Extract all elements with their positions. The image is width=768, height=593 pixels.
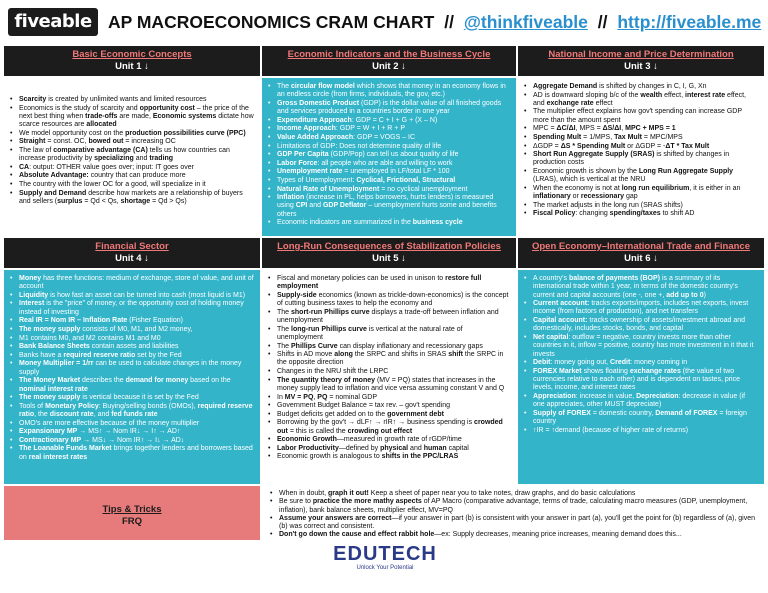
fiveable-logo[interactable]: fiveable <box>8 8 98 36</box>
list-item: • Economic indicators are summarized in the business cycle <box>268 219 510 227</box>
list-item: • Fiscal and monetary policies can be used in unison to restore full employment <box>268 275 510 292</box>
unit-1-title: Basic Economic Concepts <box>72 49 192 60</box>
unit-3-panel <box>518 78 764 236</box>
list-item: • Government Budget Balance = tax rev. – gov't spending <box>268 402 510 410</box>
unit-6-list <box>524 275 758 435</box>
unit-1-list <box>10 96 254 206</box>
website-link[interactable]: http://fiveable.me <box>617 12 762 32</box>
tips-list <box>270 490 758 540</box>
list-item: • The money supply is vertical because it is set by the Fed <box>10 394 254 402</box>
list-item: • Short Run Aggregate Supply (SRAS) is shifted by changes in production costs <box>524 151 758 168</box>
list-item: • Labor Force: all people who are able and willing to work <box>268 160 510 168</box>
unit-6-panel <box>518 270 764 484</box>
list-item: • CA: output: OTHER value goes over; input: IT goes over <box>10 164 254 172</box>
list-item: • When the economy is not at long run equilibrium, it is either in an inflationary or recessionary gap <box>524 185 758 202</box>
list-item: • Interest is the "price" of money, or the opportunity cost of holding money instead of investing <box>10 300 254 317</box>
list-item: • The quantity theory of money (MV = PQ) states that increases in the money supply lead to inflation and vice versa assuming constant V and Q <box>268 377 510 394</box>
list-item: • The circular flow model which shows that money in an economy flows in an endless circle (from firms, individuals, the gov, etc.) <box>268 83 510 100</box>
list-item: • Economic growth is shown by the Long Run Aggregate Supply (LRAS), which is vertical at the NRU <box>524 168 758 185</box>
list-item: • Shifts in AD move along the SRPC and shifts in SRAS shift the SRPC in the opposite direction <box>268 351 510 368</box>
unit-1-header <box>4 46 260 76</box>
list-item: • Aggregate Demand is shifted by changes in C, I, G, Xn <box>524 83 758 91</box>
list-item: • Inflation (increase in PL, helps borrowers, hurts lenders) is measured using CPI and GDP Deflator – unemployment hurts some and benefits others <box>268 194 510 219</box>
list-item: • Economic growth is analogous to shifts in the PPC/LRAS <box>268 453 510 461</box>
list-item: • Supply and Demand describe how markets are a relationship of buyers and sellers (surplus = Qd < Qs, shortage = Qd > Qs) <box>10 190 254 207</box>
list-item: • ΔGDP = ΔS * Spending Mult or ΔGDP = -ΔT * Tax Mult <box>524 143 758 151</box>
list-item: • Debit: money going out, Credit: money coming in <box>524 359 758 367</box>
list-item: • The market adjusts in the long run (SRAS shifts) <box>524 202 758 210</box>
list-item: • Gross Domestic Product (GDP) is the dollar value of all finished goods and services produced in a countries border in one year <box>268 100 510 117</box>
list-item: • We model opportunity cost on the production possibilities curve (PPC) <box>10 130 254 138</box>
list-item: • When in doubt, graph it out! Keep a sheet of paper near you to take notes, draw graphs, and do basic calculations <box>270 490 758 498</box>
list-item: • Expenditure Approach: GDP = C + I + G + (X – N) <box>268 117 510 125</box>
unit-2-header <box>262 46 516 76</box>
list-item: • FOREX Market shows floating exchange rates (the value of two currencies relative to each other) and is dependent on tastes, price levels, income, and interest rates <box>524 368 758 393</box>
list-item: • Appreciation: increase in value, Depreciation: decrease in value (if one appreciates, other MUST depreciate) <box>524 393 758 410</box>
list-item: • MPC = ΔC/ΔI, MPS = ΔS/ΔI, MPC + MPS = 1 <box>524 125 758 133</box>
unit-3-title: National Income and Price Determination <box>548 49 734 60</box>
list-item: • Supply of FOREX = domestic country, Demand of FOREX = foreign country <box>524 410 758 427</box>
list-item: • Assume your answers are correct—if your answer in part (b) is consistent with your answer in part (a), you'll get the point for (b) regardless of (a), given (b) was correct and consistent. <box>270 515 758 532</box>
unit-5-panel <box>262 270 516 484</box>
list-item: • GDP Per Capita (GDP/Pop) can tell us about quality of life <box>268 151 510 159</box>
list-item: • Supply-side economics (known as trickle-down-economics) is the concept of cutting business taxes to help the economy and <box>268 292 510 309</box>
list-item: • Economic Growth—measured in growth rate of rGDP/time <box>268 436 510 444</box>
unit-6-header <box>518 238 764 268</box>
list-item: • The short-run Phillips curve displays a trade-off between inflation and unemployment <box>268 309 510 326</box>
title-separator: // <box>444 12 454 32</box>
list-item: • Net capital: outflow = negative, country invests more than other countries in it, inflow = positive, country has more investment in it that it invests <box>524 334 758 359</box>
list-item: • M1 contains M0, and M2 contains M1 and M0 <box>10 335 254 343</box>
list-item: • Be sure to practice the more mathy aspects of AP Macro (comparative advantage, terms of trade, calculating macro measures (GDP, unemployment, inflation), bank balance sheets, multiplier effect, MV=PQ <box>270 498 758 515</box>
unit-2-label: Unit 2 ↓ <box>372 61 406 72</box>
list-item: • Types of Unemployment: Cyclical, Frictional, Structural <box>268 177 510 185</box>
tips-subtitle: FRQ <box>121 516 143 527</box>
list-item: • Straight = const. OC, bowed out = increasing OC <box>10 138 254 146</box>
list-item: • In MV = PQ, PQ = nominal GDP <box>268 394 510 402</box>
title-separator-2: // <box>597 12 608 32</box>
edutech-brand <box>310 543 460 571</box>
list-item: • The Loanable Funds Market brings together lenders and borrowers based on real interest rates <box>10 445 254 462</box>
list-item: • Fiscal Policy: changing spending/taxes to shift AD <box>524 210 758 218</box>
unit-3-header <box>518 46 764 76</box>
list-item: • Spending Mult = 1/MPS, Tax Mult = MPC/MPS <box>524 134 758 142</box>
list-item: • A country's balance of payments (BOP) is a summary of its international trade within 1 year, in terms of the domestic country's current and capital accounts (one -, one +, add up to 0) <box>524 275 758 300</box>
unit-3-label: Unit 3 ↓ <box>624 61 658 72</box>
unit-4-header <box>4 238 260 268</box>
tips-title: Tips & Tricks <box>102 504 162 515</box>
list-item: • Absolute Advantage: country that can produce more <box>10 172 254 180</box>
list-item: • The long-run Phillips curve is vertical at the natural rate of unemployment <box>268 326 510 343</box>
unit-6-title: Open Economy–International Trade and Finance <box>531 241 751 252</box>
list-item: • Liquidity is how fast an asset can be turned into cash (most liquid is M1) <box>10 292 254 300</box>
list-item: • Economics is the study of scarcity and opportunity cost – the price of the next best thing when trade-offs are made, Economic systems dictate how scarce resources are allocated <box>10 105 254 130</box>
unit-2-title: Economic Indicators and the Business Cycle <box>287 49 491 60</box>
unit-5-header <box>262 238 516 268</box>
tips-panel <box>264 486 764 540</box>
page-header <box>0 0 768 44</box>
list-item: • Bank Balance Sheets contain assets and liabilities <box>10 343 254 351</box>
list-item: • The country with the lower OC for a good, will specialize in it <box>10 181 254 189</box>
brand-tagline: Unlock Your Potential <box>356 565 414 571</box>
list-item: • Natural Rate of Unemployment = no cyclical unemployment <box>268 186 510 194</box>
twitter-handle-link[interactable]: @thinkfiveable <box>463 12 588 32</box>
unit-2-panel <box>262 78 516 236</box>
list-item: • Income Approach: GDP = W + I + R + P <box>268 125 510 133</box>
list-item: • The law of comparative advantage (CA) tells us how countries can increase productivity by specializing and trading <box>10 147 254 164</box>
unit-1-panel <box>4 78 260 236</box>
list-item: • ↑IR = ↑demand (because of higher rate of returns) <box>524 427 758 435</box>
list-item: • The Phillips Curve can display inflationary and recessionary gaps <box>268 343 510 351</box>
page-title <box>108 12 761 33</box>
list-item: • Contractionary MP → MS↓ → Nom IR↑ → I↓ → AD↓ <box>10 437 254 445</box>
list-item: • Don't go down the cause and effect rabbit hole—ex: Supply decreases, meaning price increases, meaning demand does this... <box>270 531 758 539</box>
list-item: • OMO's are more effective because of the money multiplier <box>10 420 254 428</box>
list-item: • Banks have a required reserve ratio set by the Fed <box>10 352 254 360</box>
list-item: • Scarcity is created by unlimited wants and limited resources <box>10 96 254 104</box>
unit-3-list <box>524 83 758 219</box>
list-item: • Borrowing by the gov't → dLF↑ → rIR↑ → business spending is crowded out = this is called the crowding out effect <box>268 419 510 436</box>
list-item: • Money Multiplier = 1/rr can be used to calculate changes in the money supply <box>10 360 254 377</box>
list-item: • Labor Productivity—defined by physical and human capital <box>268 445 510 453</box>
unit-6-label: Unit 6 ↓ <box>624 253 658 264</box>
title-text: AP MACROECONOMICS CRAM CHART <box>108 12 435 32</box>
list-item: • Expansionary MP → MS↑ → Nom IR↓ → I↑ → AD↑ <box>10 428 254 436</box>
unit-1-label: Unit 1 ↓ <box>115 61 149 72</box>
unit-4-title: Financial Sector <box>95 241 169 252</box>
list-item: • The money supply consists of M0, M1, and M2 money, <box>10 326 254 334</box>
unit-5-label: Unit 5 ↓ <box>372 253 406 264</box>
brand-name: EDUTECH <box>333 543 437 565</box>
unit-4-panel <box>4 270 260 484</box>
list-item: • Real IR = Nom IR – Inflation Rate (Fisher Equation) <box>10 317 254 325</box>
list-item: • Limitations of GDP: Does not determine quality of life <box>268 143 510 151</box>
list-item: • The multiplier effect explains how gov't spending can increase GDP more than the amount spent <box>524 108 758 125</box>
unit-2-list <box>268 83 510 228</box>
list-item: • Current account: tracks exports/imports, includes net exports, invest income (from factors of production), and net transfers <box>524 300 758 317</box>
unit-5-title: Long-Run Consequences of Stabilization Policies <box>277 241 501 252</box>
list-item: • The Money Market describes the demand for money based on the nominal interest rate <box>10 377 254 394</box>
list-item: • Value Added Approach: GDP = VOGS – IC <box>268 134 510 142</box>
list-item: • Changes in the NRU shift the LRPC <box>268 368 510 376</box>
list-item: • Money has three functions: medium of exchange, store of value, and unit of account <box>10 275 254 292</box>
tips-header <box>4 486 260 540</box>
list-item: • AD is downward sloping b/c of the wealth effect, interest rate effect, and exchange rate effect <box>524 92 758 109</box>
unit-4-list <box>10 275 254 462</box>
list-item: • Tools of Monetary Policy: Buying/selling bonds (OMOs), required reserve ratio, the discount rate, and fed funds rate <box>10 403 254 420</box>
unit-4-label: Unit 4 ↓ <box>115 253 149 264</box>
unit-5-list <box>268 275 510 462</box>
list-item: • Unemployment rate = unemployed in LF/total LF * 100 <box>268 168 510 176</box>
list-item: • Budget deficits get added on to the government debt <box>268 411 510 419</box>
list-item: • Capital account: tracks ownership of assets/investment abroad and domestically, includes stocks, bonds, and capital <box>524 317 758 334</box>
